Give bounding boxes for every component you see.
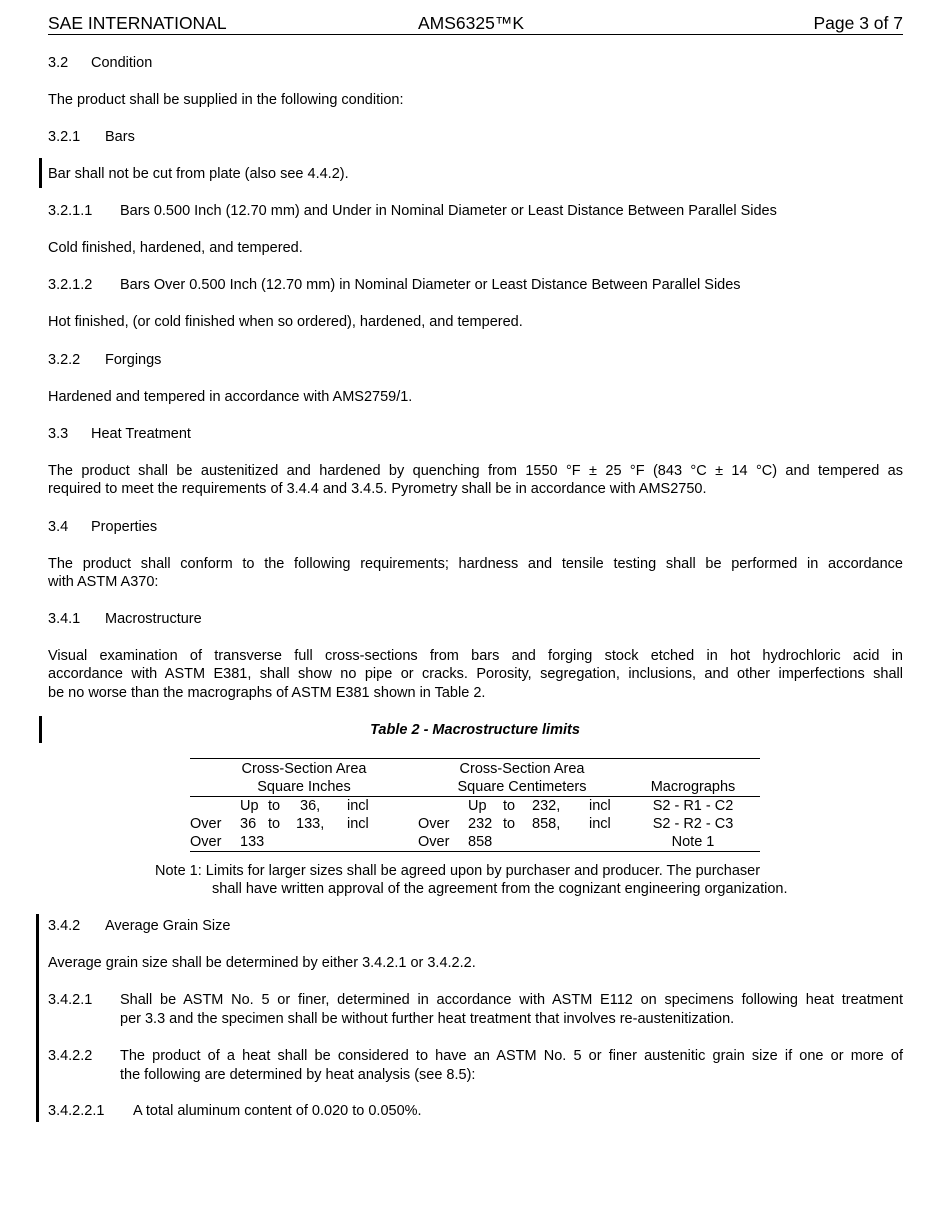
page-header [48,14,903,35]
table-note: Note 1: Limits for larger sizes shall be agreed upon by purchaser and producer. The purchaser [155,863,761,879]
section-title: Average Grain Size [105,918,231,934]
row-to: to [503,816,516,832]
row-value-from: Up [468,798,487,814]
row-prefix: Over [190,816,222,832]
paragraph-line: Visual examination of transverse full cross-sections from bars and forging stock etched in hot hydrochloric acid in [48,648,903,664]
column-header: Cross-Section Area [241,761,367,777]
row-macrograph: S2 - R2 - C3 [652,816,734,832]
header-doc-id: AMS6325™K [418,13,525,33]
section-title: Heat Treatment [91,426,191,442]
section-heading [48,54,153,72]
paragraph-line: be no worse than the macrographs of ASTM E381 shown in Table 2. [48,685,486,701]
row-macrograph: S2 - R1 - C2 [652,798,734,814]
paragraph-line: required to meet the requirements of 3.4.4 and 3.4.5. Pyrometry shall be in accordance with AMS2750. [48,481,707,497]
paragraph: Cold finished, hardened, and tempered. [48,240,303,256]
column-header: Square Inches [257,779,351,795]
row-to: to [503,798,516,814]
section-heading [48,351,162,369]
section-number: 3.4 [48,519,69,535]
section-title: Forgings [105,352,162,368]
header-org: SAE INTERNATIONAL [48,13,227,33]
paragraph-line: The product shall be austenitized and hardened by quenching from 1550 °F ± 25 °F (843 °C ± 14 °C) and tempered as [48,463,903,479]
section-number: 3.4.2 [48,918,81,934]
section-title: Condition [91,55,153,71]
row-incl: incl [589,798,611,814]
row-value-to: 858, [532,816,561,832]
paragraph: Hardened and tempered in accordance with AMS2759/1. [48,389,413,405]
section-number: 3.4.2.2.1 [48,1103,105,1119]
paragraph-line: with ASTM A370: [48,574,159,590]
header-page-number: Page 3 of 7 [813,13,903,33]
paragraph-line: Shall be ASTM No. 5 or finer, determined in accordance with ASTM E112 on specimens following heat treatment [120,992,903,1008]
row-incl: incl [589,816,611,832]
section-number: 3.3 [48,426,69,442]
section-heading [48,128,135,146]
paragraph-line: The product shall conform to the following requirements; hardness and tensile testing shall be performed in accordance [48,556,903,572]
row-macrograph: Note 1 [671,834,715,850]
change-bar [36,914,39,1122]
row-prefix: Over [190,834,222,850]
row-value-from: 858 [468,834,493,850]
section-heading [48,610,202,628]
row-value-from: Up [240,798,259,814]
paragraph: Average grain size shall be determined by either 3.4.2.1 or 3.4.2.2. [48,955,476,971]
paragraph: A total aluminum content of 0.020 to 0.050%. [133,1103,422,1119]
section-title: Properties [91,519,158,535]
section-heading [48,425,191,443]
paragraph-line: per 3.3 and the specimen shall be without further heat treatment that involves re-austenitization. [120,1011,735,1027]
section-number: 3.2 [48,55,69,71]
section-title: Bars Over 0.500 Inch (12.70 mm) in Nominal Diameter or Least Distance Between Parallel Sides [120,277,741,293]
paragraph-line: accordance with ASTM E381, shall show no pipe or cracks. Porosity, segregation, inclusions, and other imperfections shall [48,666,903,682]
row-value-to: 133, [296,816,325,832]
section-heading [48,917,231,935]
paragraph: The product shall be supplied in the following condition: [48,92,404,108]
section-title: Macrostructure [105,611,202,627]
table-rule [190,758,760,759]
section-title: Bars [105,129,135,145]
row-incl: incl [347,798,369,814]
column-header: Macrographs [650,779,736,795]
row-incl: incl [347,816,369,832]
section-number: 3.2.2 [48,352,81,368]
section-title: Bars 0.500 Inch (12.70 mm) and Under in Nominal Diameter or Least Distance Between Parallel Sides [120,203,777,219]
section-heading [48,518,158,536]
section-number: 3.4.2.1 [48,992,93,1008]
row-value-from: 232 [468,816,493,832]
section-number: 3.2.1.2 [48,277,93,293]
row-value-to: 232, [532,798,561,814]
row-to: to [268,816,281,832]
table-caption: Table 2 - Macrostructure limits [370,722,580,738]
section-heading [48,276,741,294]
section-heading [48,202,777,220]
paragraph-line: the following are determined by heat analysis (see 8.5): [120,1067,476,1083]
row-to: to [268,798,281,814]
table-note: shall have written approval of the agreement from the cognizant engineering organization. [212,881,788,897]
column-header: Square Centimeters [457,779,587,795]
section-number: 3.4.2.2 [48,1048,93,1064]
section-number: 3.2.1.1 [48,203,93,219]
row-value-from: 36 [240,816,257,832]
paragraph-line: The product of a heat shall be considered to have an ASTM No. 5 or finer austenitic grain size if one or more of [120,1048,903,1064]
row-value-from: 133 [240,834,265,850]
table-rule [190,851,760,852]
row-prefix: Over [418,816,450,832]
paragraph: Bar shall not be cut from plate (also see 4.4.2). [48,166,349,182]
change-bar [39,158,42,188]
paragraph: Hot finished, (or cold finished when so ordered), hardened, and tempered. [48,314,523,330]
row-prefix: Over [418,834,450,850]
row-value-to: 36, [300,798,321,814]
column-header: Cross-Section Area [459,761,585,777]
section-number: 3.2.1 [48,129,81,145]
section-number: 3.4.1 [48,611,81,627]
